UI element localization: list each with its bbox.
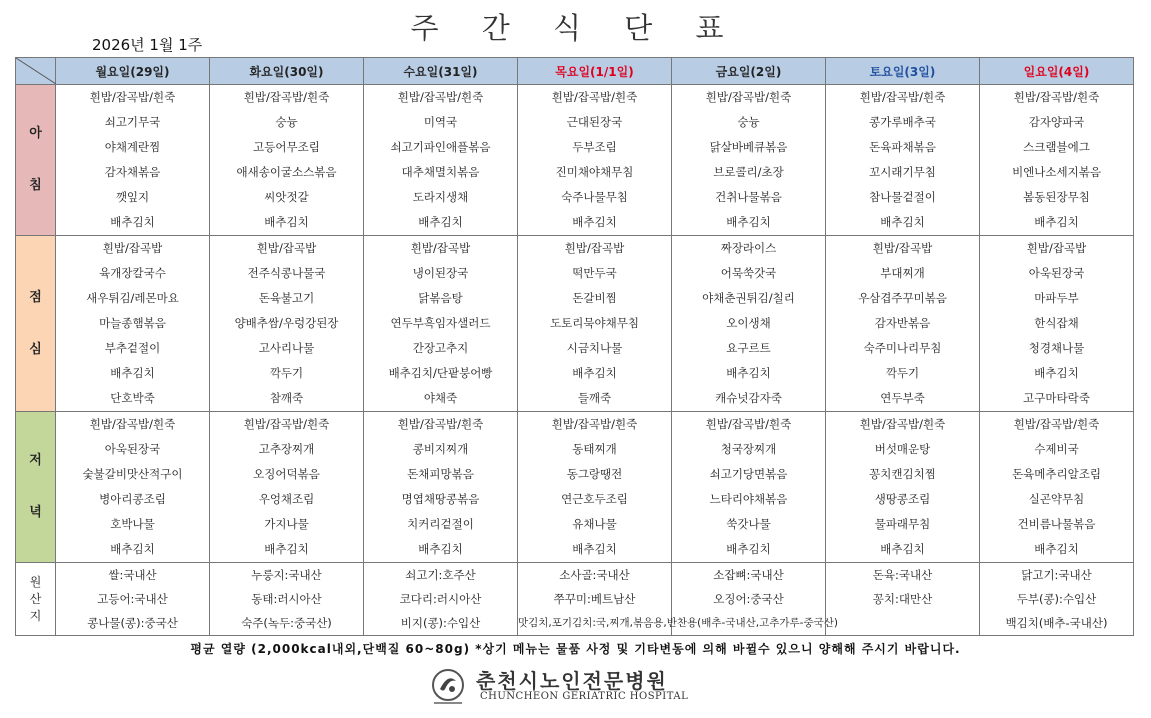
diagonal-icon (16, 58, 56, 84)
menu-item: 돈육메추리알조림 (1012, 467, 1101, 481)
menu-item: 돈육파채볶음 (869, 140, 936, 154)
menu-item: 생땅콩조림 (874, 492, 931, 506)
menu-cell (56, 85, 210, 236)
corner-cell (16, 58, 56, 85)
menu-item: 배추김치 (572, 215, 617, 229)
menu-item: 배추김치 (572, 366, 617, 380)
menu-item: 단호박죽 (110, 391, 155, 405)
menu-item: 치커리겉절이 (407, 517, 474, 531)
menu-item: 쇠고기당면볶음 (709, 467, 788, 481)
menu-item: 배추김치/단팥붕어빵 (388, 366, 493, 380)
menu-cell (826, 236, 980, 412)
menu-item: 배추김치 (110, 542, 155, 556)
menu-cell (210, 236, 364, 412)
menu-item: 흰밥/잡곡밥/흰죽 (243, 417, 330, 431)
menu-item: 숯불갈비맛산적구이 (82, 467, 183, 481)
menu-item: 냉이된장국 (412, 266, 469, 280)
menu-item: 흰밥/잡곡밥/흰죽 (705, 90, 792, 104)
menu-item: 배추김치 (110, 366, 155, 380)
menu-cell (210, 85, 364, 236)
menu-item: 씨앗젓갈 (264, 190, 309, 204)
origin-item: 두부(콩):수입산 (1016, 592, 1097, 606)
meal-label-lunch (16, 236, 56, 412)
menu-cell (518, 412, 672, 563)
menu-item: 근대된장국 (566, 115, 623, 129)
menu-item: 어묵쑥갓국 (720, 266, 777, 280)
menu-item: 명엽채땅콩볶음 (401, 492, 480, 506)
menu-item: 두부조림 (572, 140, 617, 154)
menu-item: 청국장찌개 (720, 442, 777, 456)
origin-item: 동태:러시아산 (251, 592, 322, 606)
menu-item: 고사리나물 (258, 341, 315, 355)
menu-cell (826, 85, 980, 236)
menu-cell (210, 563, 364, 636)
meal-row-lunch (16, 236, 1134, 412)
menu-item: 들깨죽 (577, 391, 612, 405)
menu-item: 쇠고기파인애플볶음 (390, 140, 491, 154)
menu-item: 아욱된장국 (104, 442, 161, 456)
origin-item: 쭈꾸미:베트남산 (553, 592, 636, 606)
meal-row-breakfast (16, 85, 1134, 236)
menu-item: 콩비지찌개 (412, 442, 469, 456)
menu-item: 야채계란찜 (104, 140, 161, 154)
origin-label-char: 지 (29, 608, 42, 623)
menu-item: 스크램블에그 (1023, 140, 1090, 154)
menu-item: 마파두부 (1034, 291, 1079, 305)
menu-item: 감자양파국 (1028, 115, 1085, 129)
meal-label-top: 아 (29, 126, 42, 141)
menu-item: 숭늉 (737, 115, 760, 129)
menu-cell (56, 563, 210, 636)
meal-label-bottom: 침 (29, 178, 42, 193)
menu-item: 배추김치 (264, 542, 309, 556)
menu-item: 연두부흑임자샐러드 (390, 316, 491, 330)
menu-item: 짜장라이스 (720, 241, 777, 255)
meal-label-top: 점 (29, 289, 42, 305)
menu-item: 흰밥/잡곡밥/흰죽 (551, 90, 638, 104)
menu-item: 흰밥/잡곡밥/흰죽 (89, 417, 176, 431)
menu-item: 비엔나소세지볶음 (1012, 165, 1101, 179)
day-header: 월요일(29일) (56, 58, 210, 85)
origin-item: 쌀:국내산 (108, 568, 157, 582)
menu-item: 동그랑땡전 (566, 467, 623, 481)
menu-item: 흰밥/잡곡밥/흰죽 (859, 417, 946, 431)
menu-item: 느타리야채볶음 (709, 492, 788, 506)
menu-table (15, 57, 1134, 636)
menu-item: 물파래무침 (874, 517, 931, 531)
menu-item: 돈채피망볶음 (407, 467, 474, 481)
origin-item: 오징어:중국산 (713, 592, 784, 606)
day-header-row (16, 58, 1134, 85)
menu-item: 깻잎지 (115, 190, 150, 204)
menu-item: 새우튀김/레몬마요 (86, 291, 179, 305)
menu-item: 배추김치 (1034, 542, 1079, 556)
origin-item: 누룽지:국내산 (251, 568, 322, 582)
menu-cell (518, 85, 672, 236)
menu-item: 마늘종햄볶음 (99, 316, 166, 330)
menu-item: 배추김치 (110, 215, 155, 229)
menu-item: 흰밥/잡곡밥 (102, 241, 163, 255)
menu-item: 애새송이굴소스볶음 (236, 165, 337, 179)
origin-item: 숙주(녹두:중국산) (241, 616, 332, 630)
menu-item: 연근호두조림 (561, 492, 628, 506)
menu-item: 쇠고기무국 (104, 115, 161, 129)
menu-item: 숙주미나리무침 (863, 341, 942, 355)
menu-item: 건비름나물볶음 (1017, 517, 1096, 531)
menu-cell (56, 412, 210, 563)
menu-item: 육개장칼국수 (99, 266, 166, 280)
menu-item: 흰밥/잡곡밥 (256, 241, 317, 255)
menu-item: 양배추쌈/우렁강된장 (234, 316, 339, 330)
menu-item: 간장고추지 (412, 341, 469, 355)
menu-item: 고구마타락죽 (1023, 391, 1090, 405)
menu-item: 청경채나물 (1028, 341, 1085, 355)
menu-item: 돈육불고기 (258, 291, 315, 305)
day-header: 금요일(2일) (672, 58, 826, 85)
menu-item: 배추김치 (726, 542, 771, 556)
meal-label-breakfast (16, 85, 56, 236)
meal-label-top: 저 (29, 453, 42, 468)
origin-item: 돈육:국내산 (872, 568, 933, 582)
menu-cell (364, 85, 518, 236)
origin-item: 소잡뼈:국내산 (713, 568, 784, 582)
origin-item (826, 611, 979, 635)
hospital-name-english: CHUNCHEON GERIATRIC HOSPITAL (480, 691, 689, 702)
day-header: 목요일(1/1일) (518, 58, 672, 85)
menu-item: 흰밥/잡곡밥 (872, 241, 933, 255)
meal-label-dinner (16, 412, 56, 563)
menu-item: 진미채야채무침 (555, 165, 634, 179)
menu-item: 꼬시래기무침 (869, 165, 936, 179)
meal-label-bottom: 심 (29, 341, 42, 357)
menu-item: 우삼겹주꾸미볶음 (858, 291, 947, 305)
menu-item: 버섯매운탕 (874, 442, 931, 456)
origin-item: 비지(콩):수입산 (400, 616, 481, 630)
menu-item: 연두부죽 (880, 391, 925, 405)
menu-item: 고추장찌개 (258, 442, 315, 456)
origin-item: 콩나물(콩):중국산 (87, 616, 178, 630)
menu-cell (826, 563, 980, 636)
menu-item: 배추김치 (264, 215, 309, 229)
hospital-name-korean: 춘천시노인전문병원 (476, 669, 668, 693)
origin-item: 고등어:국내산 (97, 592, 168, 606)
menu-item: 도토리묵야채무침 (550, 316, 639, 330)
menu-item: 꽁치캔김치찜 (869, 467, 936, 481)
origin-item: 꽁치:대만산 (872, 592, 933, 606)
menu-cell (672, 236, 826, 412)
menu-cell (364, 412, 518, 563)
menu-item: 캐슈넛감자죽 (715, 391, 782, 405)
origin-item: 닭고기:국내산 (1021, 568, 1092, 582)
menu-item: 감자채볶음 (104, 165, 161, 179)
menu-cell (980, 85, 1134, 236)
menu-item: 쑥갓나물 (726, 517, 771, 531)
menu-cell (980, 563, 1134, 636)
menu-item: 흰밥/잡곡밥 (564, 241, 625, 255)
menu-item: 배추김치 (1034, 215, 1079, 229)
menu-item: 배추김치 (418, 215, 463, 229)
origin-item: 맛김치,포기김치:국,찌개,볶음용,반찬용(배추-국내산,고추가루-중국산) (518, 617, 838, 629)
origin-label-char: 원 (29, 574, 42, 589)
menu-item: 오이생채 (726, 316, 771, 330)
menu-cell (364, 563, 518, 636)
origin-item: 소사골:국내산 (559, 568, 630, 582)
menu-cell (518, 236, 672, 412)
menu-item: 흰밥/잡곡밥/흰죽 (1013, 417, 1100, 431)
menu-item: 우엉채조림 (258, 492, 315, 506)
menu-item: 떡만두국 (572, 266, 617, 280)
meal-row-origin (16, 563, 1134, 636)
menu-item: 호박나물 (110, 517, 155, 531)
menu-cell (672, 85, 826, 236)
day-header: 화요일(30일) (210, 58, 364, 85)
menu-item: 봄동된장무침 (1023, 190, 1090, 204)
menu-item: 실곤약무침 (1028, 492, 1085, 506)
menu-item: 동태찌개 (572, 442, 617, 456)
menu-item: 흰밥/잡곡밥/흰죽 (397, 90, 484, 104)
menu-cell (364, 236, 518, 412)
menu-item: 흰밥/잡곡밥/흰죽 (89, 90, 176, 104)
menu-item: 배추김치 (572, 542, 617, 556)
menu-item: 전주식콩나물국 (247, 266, 326, 280)
menu-item: 요구르트 (726, 341, 771, 355)
menu-item: 병아리콩조림 (99, 492, 166, 506)
menu-item: 고등어무조림 (253, 140, 320, 154)
menu-item: 닭살바베큐볶음 (709, 140, 788, 154)
menu-item: 감자반볶음 (874, 316, 931, 330)
origin-item: 쇠고기:호주산 (405, 568, 476, 582)
page-title: 주 간 식 단 표 (410, 11, 741, 45)
origin-item: 백김치(배추-국내산) (1005, 616, 1108, 630)
menu-item: 배추김치 (1034, 366, 1079, 380)
menu-cell (56, 236, 210, 412)
menu-item: 부추겉절이 (104, 341, 161, 355)
menu-item: 깍두기 (269, 366, 304, 380)
menu-cell (980, 236, 1134, 412)
menu-item: 아욱된장국 (1028, 266, 1085, 280)
menu-item: 야채춘권튀김/칠리 (702, 291, 795, 305)
menu-cell (672, 412, 826, 563)
menu-item: 유채나물 (572, 517, 617, 531)
menu-cell (980, 412, 1134, 563)
menu-item: 배추김치 (880, 542, 925, 556)
menu-item: 오징어덕볶음 (253, 467, 320, 481)
menu-item: 돈갈비찜 (572, 291, 617, 305)
menu-item: 숭늉 (275, 115, 298, 129)
day-header: 일요일(4일) (980, 58, 1134, 85)
menu-item: 콩가루배추국 (869, 115, 936, 129)
menu-item: 미역국 (423, 115, 458, 129)
meal-label-origin (16, 563, 56, 636)
menu-item: 배추김치 (418, 542, 463, 556)
day-header: 토요일(3일) (826, 58, 980, 85)
menu-item: 흰밥/잡곡밥/흰죽 (705, 417, 792, 431)
day-header: 수요일(31일) (364, 58, 518, 85)
menu-item: 야채죽 (423, 391, 458, 405)
menu-item: 흰밥/잡곡밥/흰죽 (1013, 90, 1100, 104)
menu-item: 건취나물볶음 (715, 190, 782, 204)
menu-cell (210, 412, 364, 563)
menu-item: 흰밥/잡곡밥/흰죽 (397, 417, 484, 431)
menu-item: 도라지생채 (412, 190, 469, 204)
menu-item: 대추채멸치볶음 (401, 165, 480, 179)
meal-row-dinner (16, 412, 1134, 563)
menu-item: 배추김치 (726, 215, 771, 229)
menu-item: 참깨죽 (269, 391, 304, 405)
menu-item: 가지나물 (264, 517, 309, 531)
menu-cell (826, 412, 980, 563)
menu-item: 배추김치 (880, 215, 925, 229)
menu-item: 닭볶음탕 (418, 291, 463, 305)
menu-item: 흰밥/잡곡밥/흰죽 (859, 90, 946, 104)
menu-item: 수제비국 (1034, 442, 1079, 456)
meal-label-bottom: 녁 (29, 505, 42, 520)
footer-note: 평균 열량 (2,000kcal내외,단백질 60~80g) *상기 메뉴는 물품 사정 및 기타변동에 의해 바뀔수 있으니 양해해 주시기 바랍니다. (190, 642, 961, 656)
menu-item: 숙주나물무침 (561, 190, 628, 204)
hospital-logo-icon (428, 667, 468, 707)
menu-item: 한식잡채 (1034, 316, 1079, 330)
menu-item: 브로콜리/초장 (713, 165, 784, 179)
menu-item: 참나물겉절이 (869, 190, 936, 204)
origin-item: 코다리:러시아산 (399, 592, 482, 606)
menu-item: 깍두기 (885, 366, 920, 380)
menu-item: 흰밥/잡곡밥 (410, 241, 471, 255)
menu-item: 부대찌개 (880, 266, 925, 280)
origin-label-char: 산 (29, 591, 42, 606)
menu-item: 흰밥/잡곡밥/흰죽 (551, 417, 638, 431)
menu-item: 시금치나물 (566, 341, 623, 355)
menu-item: 배추김치 (726, 366, 771, 380)
menu-item: 흰밥/잡곡밥 (1026, 241, 1087, 255)
week-label: 2026년 1월 1주 (92, 36, 203, 54)
menu-item: 흰밥/잡곡밥/흰죽 (243, 90, 330, 104)
